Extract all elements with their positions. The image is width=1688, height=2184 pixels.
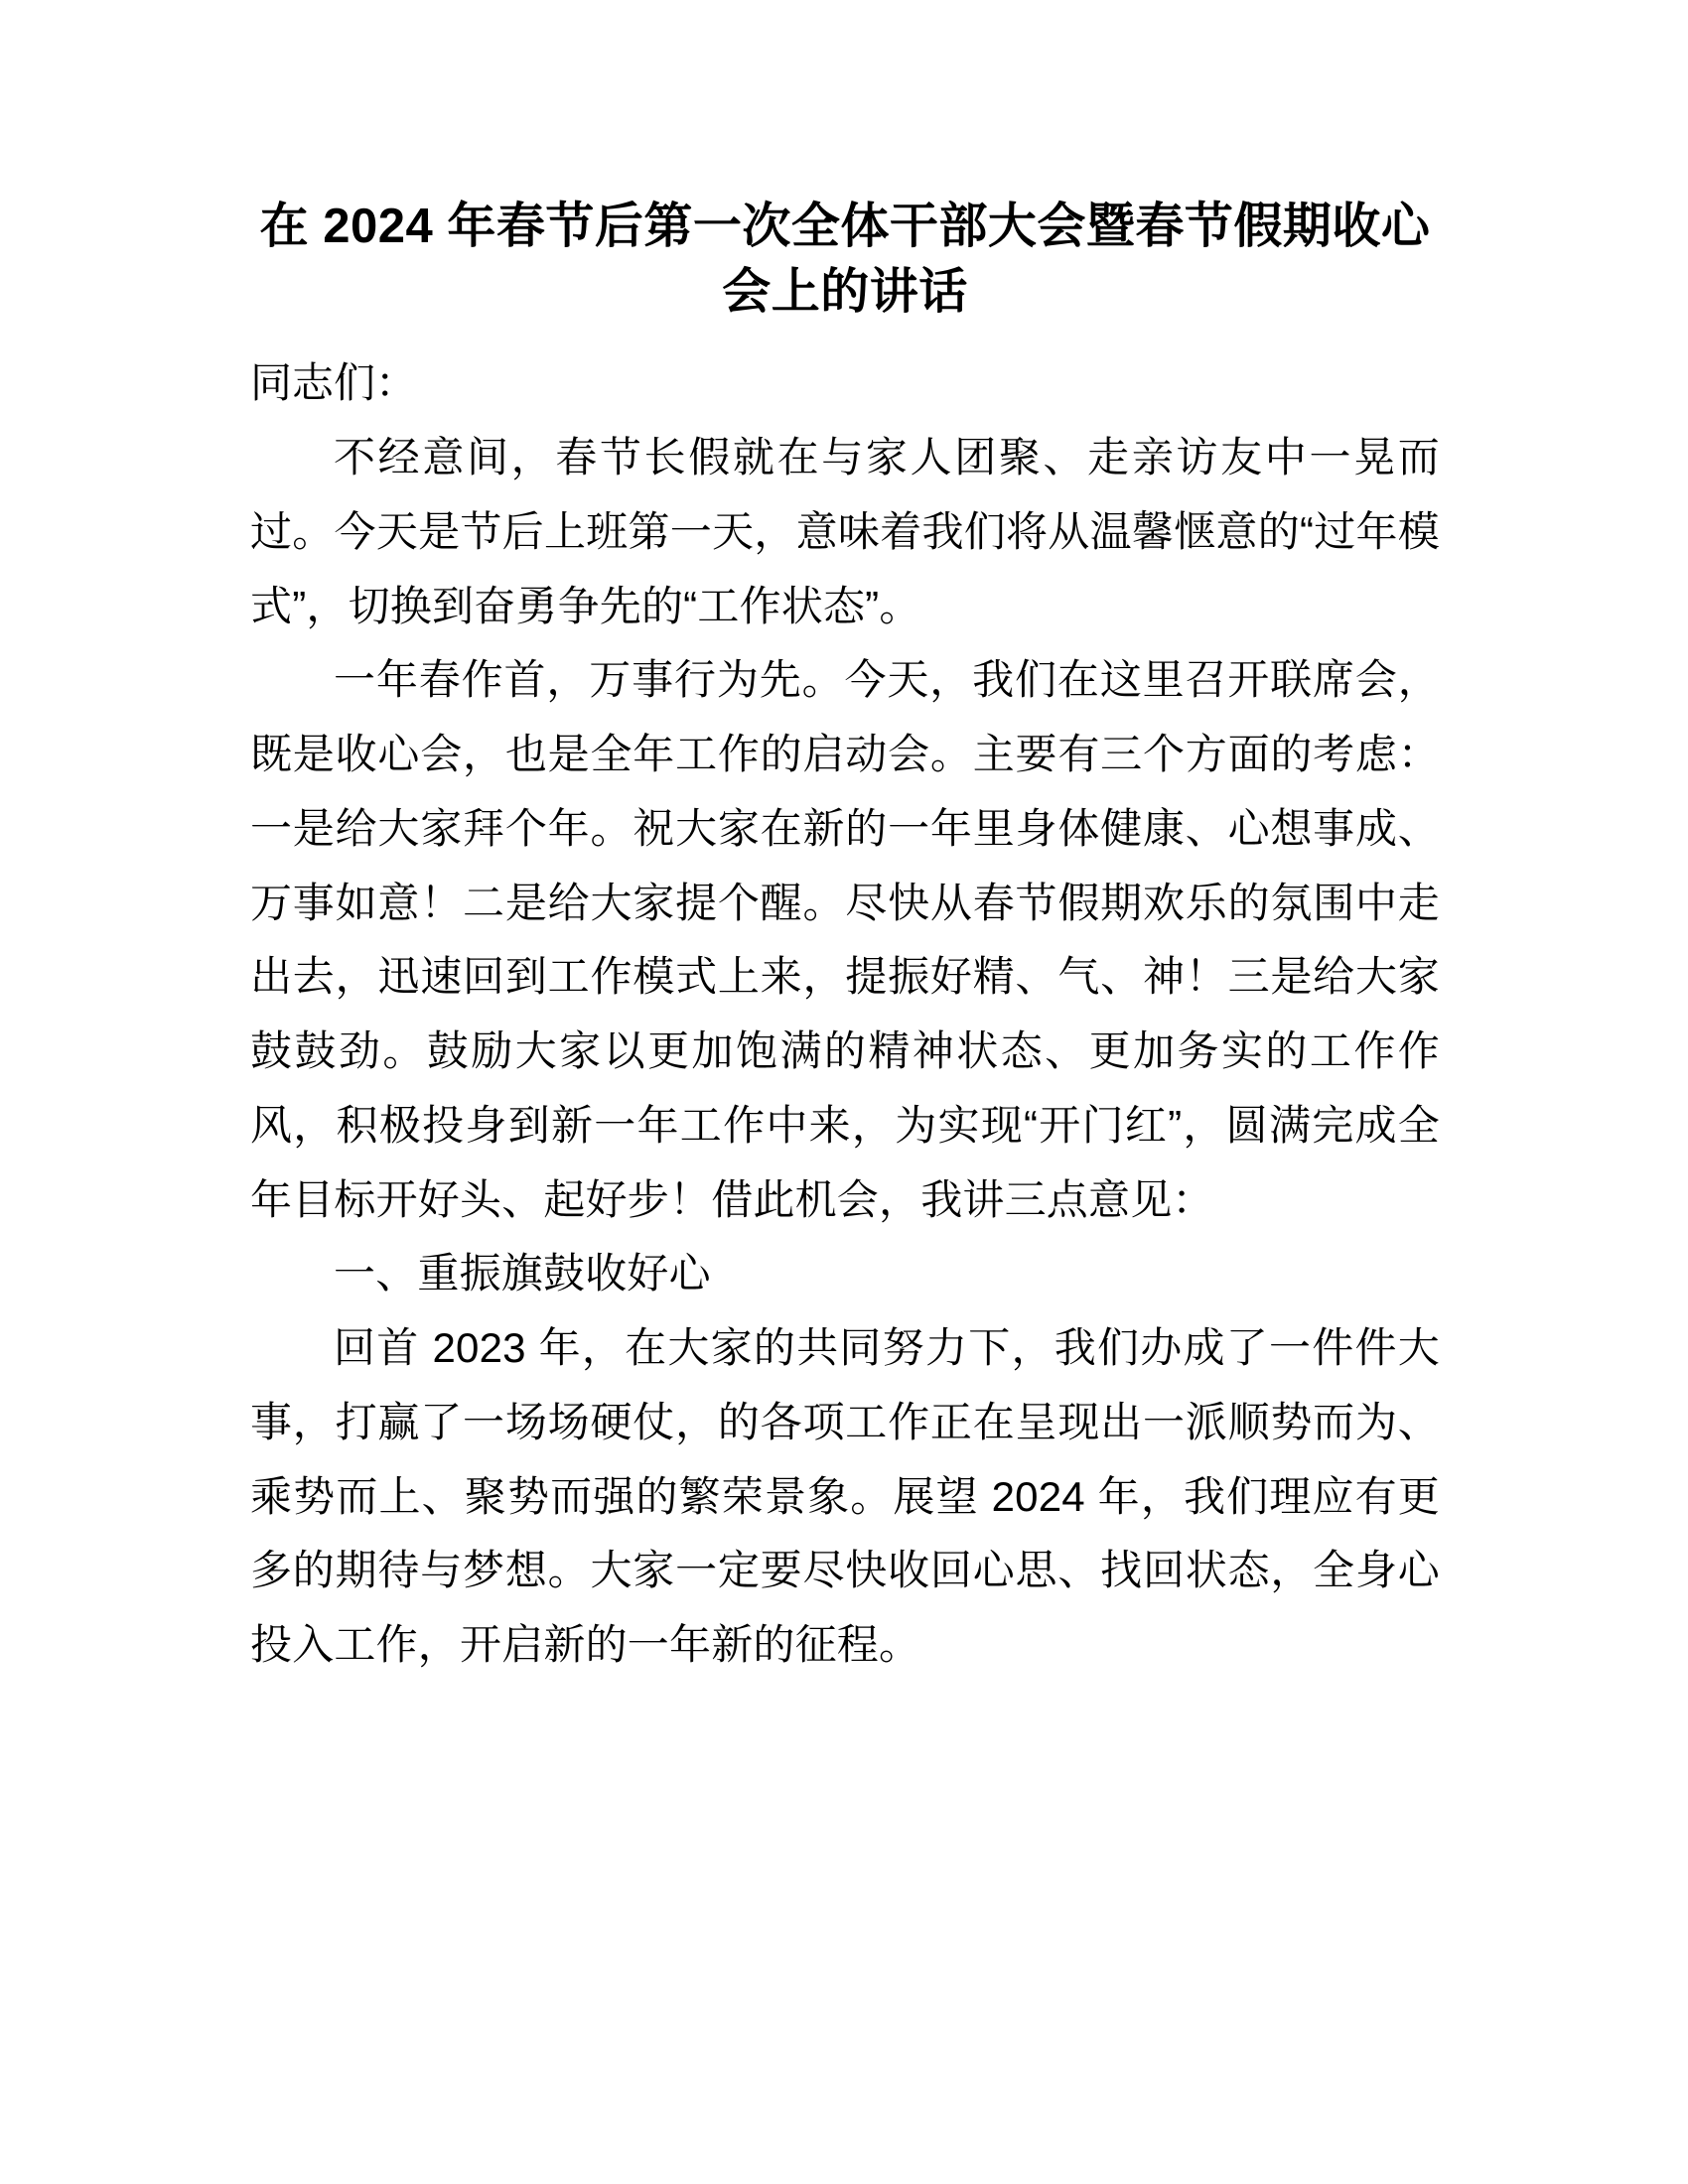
paragraph-2: 一年春作首，万事行为先。今天，我们在这里召开联席会，既是收心会，也是全年工作的启动会。主要有三个方面的考虑：一是给大家拜个年。祝大家在新的一年里身体健康、心想事成、万事如意！二是给大家提个醒。尽快从春节假期欢乐的氛围中走出去，迅速回到工作模式上来，提振好精、气、神！三是给大家鼓鼓劲。鼓励大家以更加饱满的精神状态、更加务实的工作作风，积极投身到新一年工作中来，为实现“开门红”，圆满完成全年目标开好头、起好步！借此机会，我讲三点意见： xyxy=(250,656,1440,1223)
section-heading-one: 一、重振旗鼓收好心 xyxy=(334,1250,711,1297)
salutation-line: 同志们： xyxy=(250,359,418,407)
paragraph-1: 不经意间，春节长假就在与家人团聚、走亲访友中一晃而过。今天是节后上班第一天，意味着我们将从温馨惬意的“过年模式”，切换到奋勇争先的“工作状态”。 xyxy=(250,434,1440,629)
section-one-body-paragraph: 回首 2023 年，在大家的共同努力下，我们办成了一件件大事，打赢了一场场硬仗，的各项工作正在呈现出一派顺势而为、乘势而上、聚势而强的繁荣景象。展望 2024 年，我们理应有更多的期待与梦想。大家一定要尽快收回心思、找回状态，全身心投入工作，开启新的一年新的征程。 xyxy=(250,1324,1440,1669)
document-title: 在 2024 年春节后第一次全体干部大会暨春节假期收心会上的讲话 xyxy=(259,200,1431,320)
